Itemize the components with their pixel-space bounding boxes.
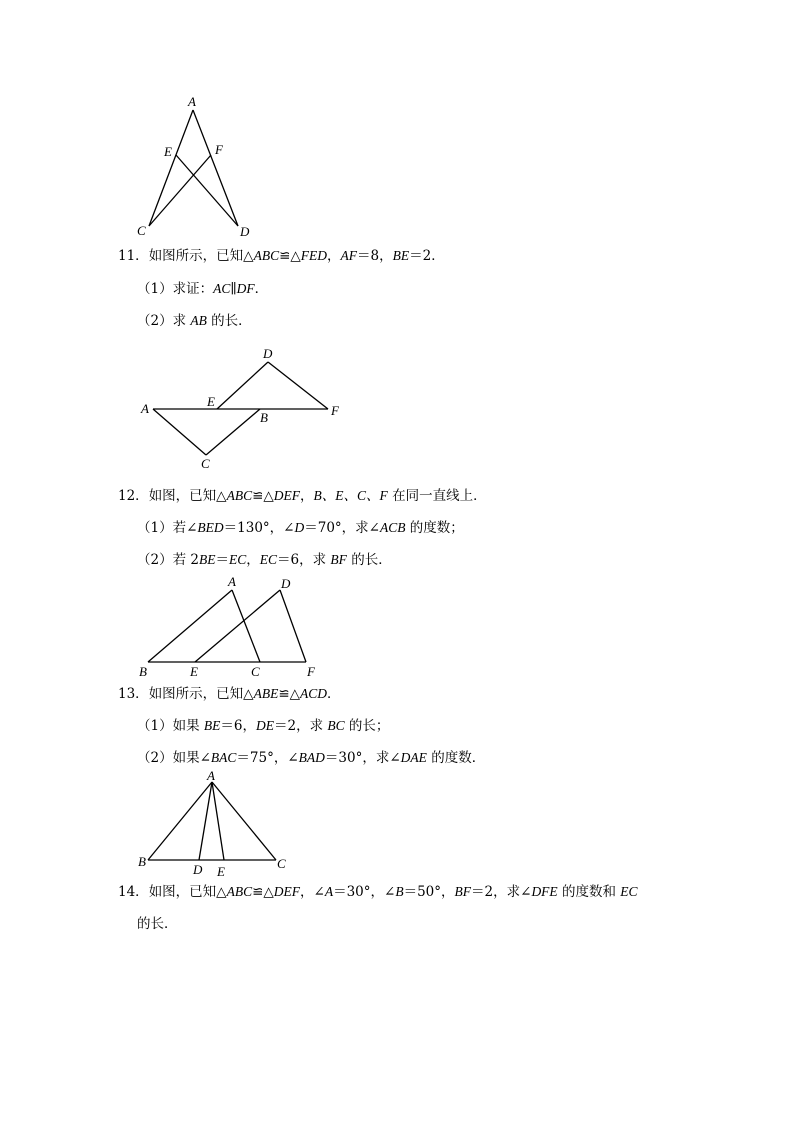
- label-c: C: [251, 664, 260, 679]
- question-number: 11．: [118, 248, 149, 264]
- label-a: A: [228, 574, 236, 589]
- label-f: F: [307, 664, 315, 679]
- label-d: D: [263, 346, 273, 361]
- label-c: C: [137, 223, 146, 238]
- segment-df: [280, 590, 306, 662]
- question-14: 14．如图，已知△ABC≌△DEF，∠A＝30°，∠B＝50°，BF＝2，求∠DFE 的度数和 EC: [118, 884, 638, 900]
- label-c: C: [201, 456, 210, 471]
- segment-ba: [148, 590, 232, 662]
- label-e: E: [164, 144, 172, 159]
- segment-fc: [149, 155, 211, 226]
- label-d: D: [193, 862, 203, 877]
- segment-ac: [149, 110, 193, 226]
- label-e: E: [190, 664, 198, 679]
- question-12-part-1: （1）若∠BED＝130°，∠D＝70°，求∠ACB 的度数；: [137, 520, 464, 536]
- segment-ed: [176, 155, 238, 226]
- label-a: A: [188, 94, 196, 109]
- question-13-part-1: （1）如果 BE＝6，DE＝2，求 BC 的长；: [137, 718, 390, 734]
- label-c: C: [277, 856, 286, 871]
- question-11: 11．如图所示，已知△ABC≌△FED，AF＝8，BE＝2．: [118, 248, 445, 264]
- figure-q13: [0, 768, 794, 880]
- question-number: 12．: [118, 488, 149, 504]
- segment-cb: [206, 409, 260, 455]
- question-12: 12．如图，已知△ABC≌△DEF，B、E、C、F 在同一直线上．: [118, 488, 487, 504]
- segment-ab: [148, 782, 212, 860]
- figure-q10: [0, 0, 794, 245]
- label-b: B: [260, 410, 268, 425]
- label-f: F: [331, 403, 339, 418]
- figure-q11: [0, 340, 794, 475]
- question-12-part-2: （2）若 2BE＝EC，EC＝6，求 BF 的长．: [137, 552, 392, 568]
- question-13: 13．如图所示，已知△ABE≌△ACD．: [118, 686, 341, 702]
- question-number: 13．: [118, 686, 149, 702]
- label-d: D: [281, 576, 291, 591]
- label-a: A: [141, 401, 149, 416]
- question-14-line-2: 的长．: [137, 916, 178, 932]
- label-b: B: [139, 664, 147, 679]
- label-f: F: [215, 142, 223, 157]
- segment-ed: [195, 590, 280, 662]
- label-e: E: [207, 394, 215, 409]
- segment-ad: [199, 782, 212, 860]
- label-d: D: [240, 224, 250, 239]
- figure-q12: [0, 570, 794, 682]
- question-13-part-2: （2）如果∠BAC＝75°，∠BAD＝30°，求∠DAE 的度数．: [137, 750, 486, 766]
- question-11-part-2: （2）求 AB 的长．: [137, 313, 252, 329]
- question-number: 14．: [118, 884, 149, 900]
- segment-df: [268, 362, 328, 409]
- segment-ac: [232, 590, 260, 662]
- label-a: A: [207, 768, 215, 783]
- segment-ac: [153, 409, 206, 455]
- label-e: E: [217, 864, 225, 879]
- label-b: B: [138, 854, 146, 869]
- question-11-part-1: （1）求证：AC∥DF．: [137, 281, 269, 297]
- segment-ed: [217, 362, 268, 409]
